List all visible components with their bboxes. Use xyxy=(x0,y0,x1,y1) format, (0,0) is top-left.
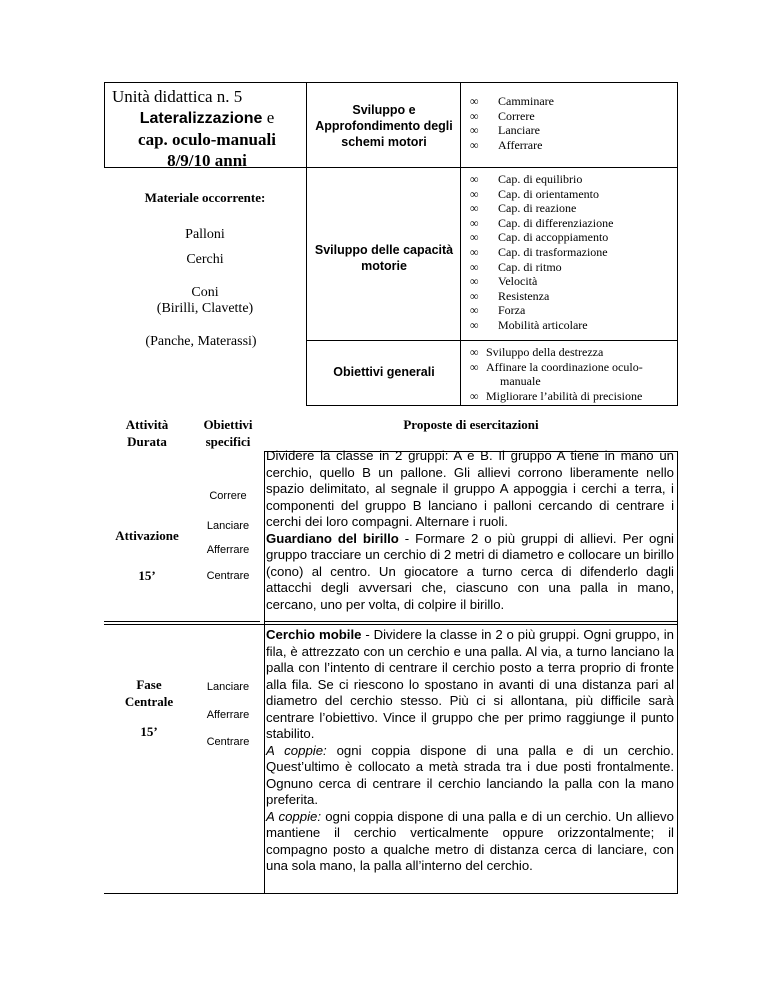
list-item: ∞ Resistenza xyxy=(470,288,550,303)
objective: Lanciare xyxy=(206,520,250,532)
exercise-paragraph: A coppie: ogni coppia dispone di una palla e di un cerchio. Quest’ultimo è collocato a metà strada tra i due posti frontalmente. Ognuno cerca di centrare il cerchio lanciando la palla con la mano preferita. xyxy=(266,742,675,807)
attivazione-text xyxy=(266,448,674,613)
phase-centrale: Fase Centrale xyxy=(124,677,174,709)
materiale-item: Cerchi xyxy=(186,252,224,267)
list-item: ∞ Migliorare l’abilità di precisione xyxy=(470,388,643,403)
list-item: ∞ Sviluppo della destrezza xyxy=(470,345,604,359)
objective: Centrare xyxy=(206,736,250,748)
objective: Correre xyxy=(209,490,247,502)
list-item: ∞ Afferrare xyxy=(470,137,543,152)
schemi-label: Sviluppo e Approfondimento degli schemi motori xyxy=(315,103,453,149)
materiale-item: (Birilli, Clavette) xyxy=(156,301,254,316)
list-item: ∞ Cap. di trasformazione xyxy=(470,244,608,259)
materiale-title: Materiale occorrente: xyxy=(144,190,266,205)
unit-topic: Lateralizzazione e xyxy=(139,108,275,127)
objective: Afferrare xyxy=(206,544,250,556)
unit-number: Unità didattica n. 5 xyxy=(112,87,243,106)
list-item: ∞ Cap. di orientamento xyxy=(470,186,599,201)
exercise-paragraph: A coppie: ogni coppia dispone di una palla e di un cerchio. Un allievo mantiene il cerchio verticalmente oppure orizzontalmente; il compagno posto a qualche metro di distanza cerca di lanciare, con una sola mano, la palla all’interno del cerchio. xyxy=(266,808,674,873)
duration-centrale: 15’ xyxy=(140,724,158,739)
list-item: ∞ Camminare xyxy=(470,94,554,108)
header-proposte: Proposte di esercitazioni xyxy=(403,417,539,432)
list-item: ∞ Cap. di equilibrio xyxy=(470,172,583,186)
materiale-item: (Panche, Materassi) xyxy=(145,334,257,349)
objective: Centrare xyxy=(206,570,250,582)
materiale-item: Palloni xyxy=(185,227,225,242)
objective: Lanciare xyxy=(206,681,250,693)
exercise-paragraph: Guardiano del birillo - Formare 2 o più gruppi di allievi. Per ogni gruppo tracciare un cerchio di 2 metri di diametro e collocare un birillo (cono) al centro. Un giocatore a turno cerca di difenderlo dagli attacchi degli avversari che, ciascuno con una palla in mano, cercano, uno per volta, di colpire il birillo. xyxy=(266,530,674,612)
list-item-continuation: manuale xyxy=(500,374,541,389)
materiale-item: Coni xyxy=(191,285,219,300)
obiettivi-generali-label: Obiettivi generali xyxy=(333,365,435,379)
header-obiettivi: Obiettivi specifici xyxy=(203,417,253,449)
list-item: ∞ Cap. di reazione xyxy=(470,201,577,216)
document-title xyxy=(112,86,302,171)
list-item: ∞ Affinare la coordinazione oculo- xyxy=(470,359,643,374)
list-item: ∞ Mobilità articolare xyxy=(470,317,588,332)
header-attivita: Attività Durata xyxy=(125,417,169,449)
exercise-paragraph: Dividere la classe in 2 gruppi: A e B. Il gruppo A tiene in mano un cerchio, quello B un pallone. Gli allievi corrono liberamente nello spazio delimitato, al segnale il gruppo A appoggia i cerchi a terra, i componenti del gruppo B lanciano i palloni cercando di centrare i cerchi dei loro compagni. Alternare i ruoli. xyxy=(266,448,674,529)
duration-attivazione: 15’ xyxy=(138,568,156,583)
phase-attivazione: Attivazione xyxy=(115,528,179,543)
capacita-label: Sviluppo delle capacità motorie xyxy=(314,243,454,273)
list-item: ∞ Velocità xyxy=(470,274,538,289)
age-range: 8/9/10 anni xyxy=(167,151,247,170)
exercise-paragraph: Cerchio mobile - Dividere la classe in 2 o più gruppi. Ogni gruppo, in fila, è attrezzato con un cerchio e una palla. Al via, a turno lanciano la palla con l’intento di centrare il cerchio posto a terra proprio di fronte alla fila. Se ci riescono lo spostano in avanti di una distanza pari al diametro del cerchio stesso. Più ci si allontana, più difficile sarà centrare l’obiettivo. Vince il gruppo che per primo raggiunge il punto stabilito. xyxy=(266,627,674,741)
list-item: ∞ Cap. di differenziazione xyxy=(470,215,614,230)
objective: Afferrare xyxy=(206,709,250,721)
centrale-text xyxy=(266,627,674,875)
list-item: ∞ Lanciare xyxy=(470,123,540,138)
schemi-list xyxy=(464,94,674,152)
list-item: ∞ Cap. di accoppiamento xyxy=(470,230,609,245)
list-item: ∞ Correre xyxy=(470,108,535,123)
unit-subtopic: cap. oculo-manuali xyxy=(138,130,276,149)
capacita-list xyxy=(464,172,674,333)
obiettivi-generali-list xyxy=(464,345,676,403)
list-item: ∞ Cap. di ritmo xyxy=(470,259,562,274)
list-item: ∞ Forza xyxy=(470,303,526,318)
